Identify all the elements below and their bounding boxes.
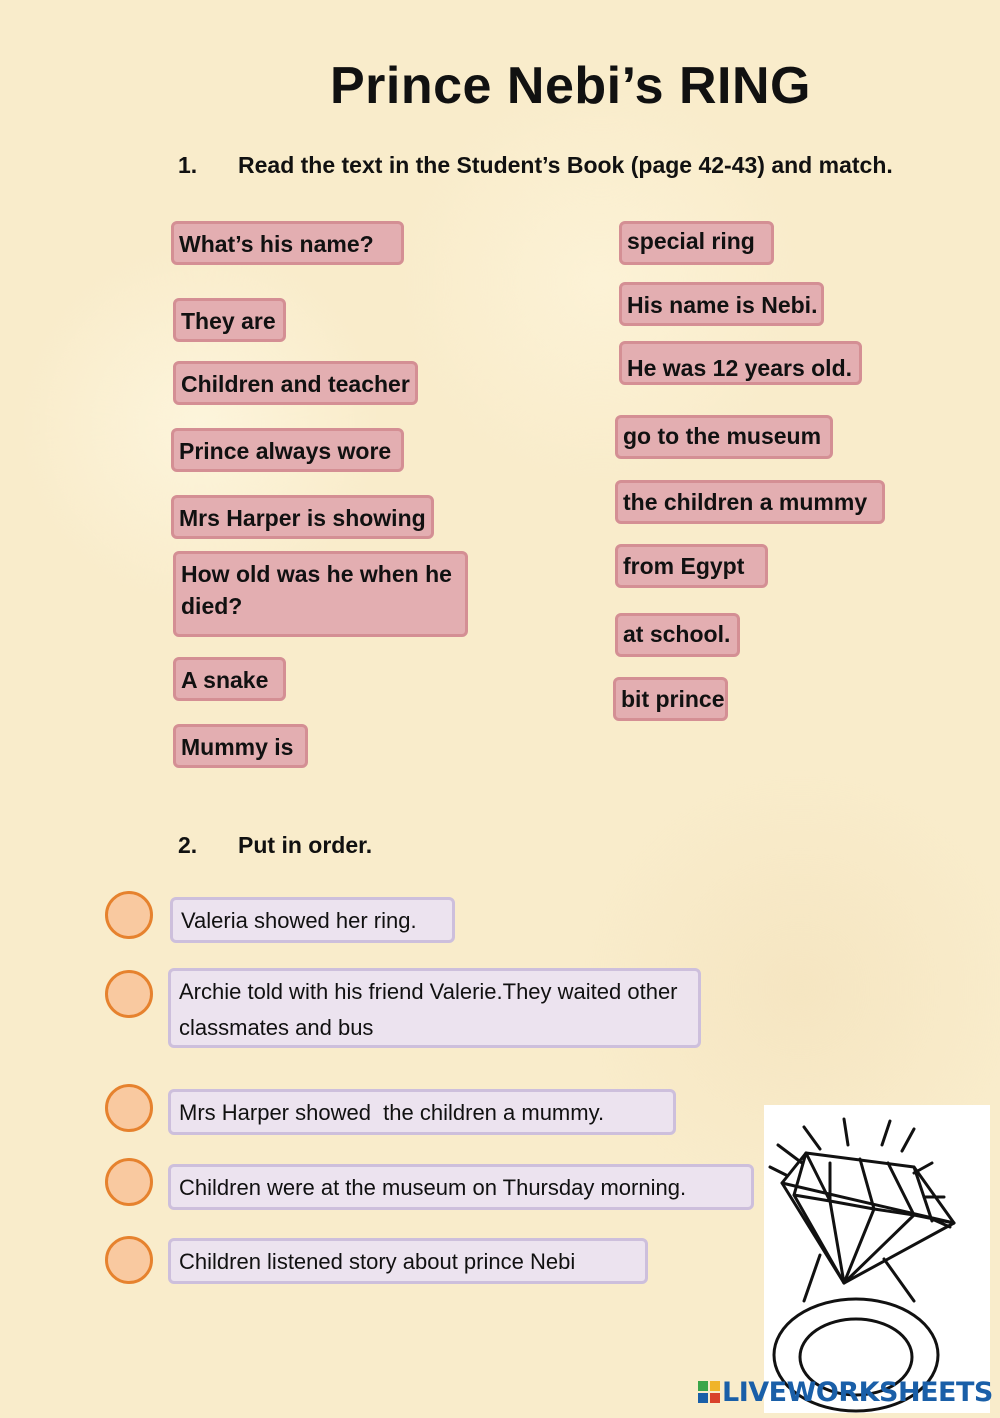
order-sentence: Archie told with his friend Valerie.They waited other classmates and bus — [168, 968, 701, 1048]
match-left-item[interactable]: Prince always wore — [171, 428, 404, 472]
order-number-input[interactable] — [105, 891, 153, 939]
match-left-item[interactable]: How old was he when he died? — [173, 551, 468, 637]
match-right-item[interactable]: special ring — [619, 221, 774, 265]
match-right-item[interactable]: He was 12 years old. — [619, 341, 862, 385]
section-1-instruction: Read the text in the Student’s Book (page 42-43) and match. — [238, 152, 893, 178]
match-right-item[interactable]: go to the museum — [615, 415, 833, 459]
match-left-item[interactable]: Mummy is — [173, 724, 308, 768]
order-sentence: Children listened story about prince Nebi — [168, 1238, 648, 1284]
order-number-input[interactable] — [105, 1084, 153, 1132]
match-left-item[interactable]: Children and teacher — [173, 361, 418, 405]
match-right-item[interactable]: the children a mummy — [615, 480, 885, 524]
match-left-item[interactable]: They are — [173, 298, 286, 342]
match-right-item[interactable]: at school. — [615, 613, 740, 657]
section-2-instruction: Put in order. — [238, 832, 373, 858]
match-right-item[interactable]: His name is Nebi. — [619, 282, 824, 326]
liveworksheets-logo-icon — [698, 1381, 720, 1403]
match-right-item[interactable]: bit prince — [613, 677, 728, 721]
page-title: Prince Nebi’s RING — [330, 57, 811, 115]
section-1-number: 1. — [178, 152, 198, 178]
section-2-heading — [178, 832, 372, 859]
order-number-input[interactable] — [105, 1236, 153, 1284]
watermark-text: LIVEWORKSHEETS — [722, 1376, 993, 1408]
order-number-input[interactable] — [105, 1158, 153, 1206]
section-2-number: 2. — [178, 832, 198, 858]
section-1-heading — [178, 152, 893, 179]
match-left-item[interactable]: What’s his name? — [171, 221, 404, 265]
order-sentence: Mrs Harper showed the children a mummy. — [168, 1089, 676, 1135]
order-sentence: Children were at the museum on Thursday morning. — [168, 1164, 754, 1210]
order-number-input[interactable] — [105, 970, 153, 1018]
match-left-item[interactable]: A snake — [173, 657, 286, 701]
order-sentence: Valeria showed her ring. — [170, 897, 455, 943]
liveworksheets-watermark — [698, 1375, 993, 1409]
diamond-ring-icon — [764, 1105, 990, 1413]
match-right-item[interactable]: from Egypt — [615, 544, 768, 588]
match-left-item[interactable]: Mrs Harper is showing — [171, 495, 434, 539]
